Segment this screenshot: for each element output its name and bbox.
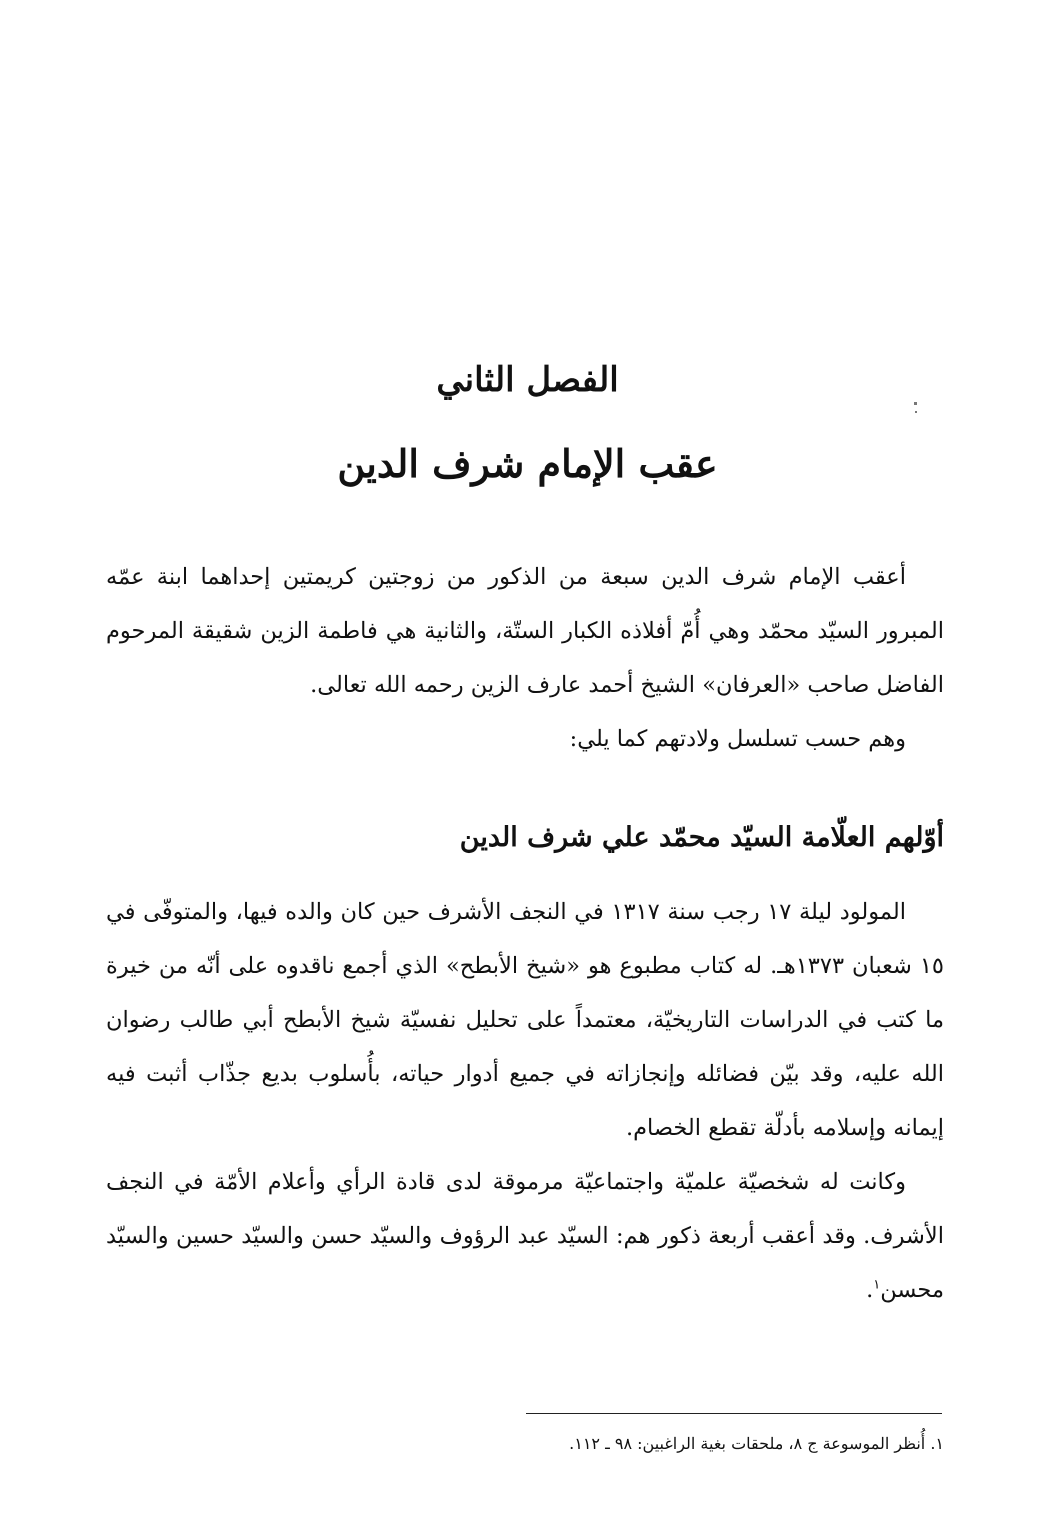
intro-paragraph: أعقب الإمام شرف الدين سبعة من الذكور من زوجتين كريمتين إحداهما ابنة عمّه المبرور السيّد محمّد وهي أُمّ أفلاذه الكبار الستّة، والثانية هي فاطمة الزين شقيقة المرحوم الفاضل صاحب «العرفان» الشيخ أحمد عارف الزين رحمه الله تعالى. <box>106 564 944 698</box>
section-heading: أوّلهم العلّامة السيّد محمّد علي شرف الدين <box>459 822 944 853</box>
scan-speck <box>915 411 917 413</box>
scan-speck <box>914 402 917 405</box>
section-body <box>106 885 944 1317</box>
intro-text <box>106 550 944 766</box>
sentence-end: . <box>866 1277 874 1303</box>
chapter-title: عقب الإمام شرف الدين <box>337 441 718 486</box>
footnote-divider <box>526 1413 942 1414</box>
footnote-marker: ١ <box>873 1277 881 1293</box>
section-paragraph <box>106 1155 944 1317</box>
footnote: ١. أُنظر الموسوعة ج ٨، ملحقات بغية الراغبين: ٩٨ ـ ١١٢. <box>569 1434 944 1453</box>
intro-paragraph: وهم حسب تسلسل ولادتهم كما يلي: <box>569 726 906 752</box>
section-paragraph-text: وكانت له شخصيّة علميّة واجتماعيّة مرموقة لدى قادة الرأي وأعلام الأمّة في النجف الأشرف. وقد أعقب أربعة ذكور هم: السيّد عبد الرؤوف والسيّد حسن والسيّد حسين والسيّد محسن <box>106 1169 944 1303</box>
section-paragraph: المولود ليلة ١٧ رجب سنة ١٣١٧ في النجف الأشرف حين كان والده فيها، والمتوفّى في ١٥ شعبان ١٣٧٣هـ. له كتاب مطبوع هو «شيخ الأبطح» الذي أجمع ناقدوه على أنّه من خيرة ما كتب في الدراسات التاريخيّة، معتمداً على تحليل نفسيّة شيخ الأبطح أبي طالب رضوان الله عليه، وقد بيّن فضائله وإنجازاته في جميع أدوار حياته، بأُسلوب بديع جذّاب أثبت فيه إيمانه وإسلامه بأدلّة تقطع الخصام. <box>106 899 944 1141</box>
chapter-label: الفصل الثاني <box>436 360 619 400</box>
